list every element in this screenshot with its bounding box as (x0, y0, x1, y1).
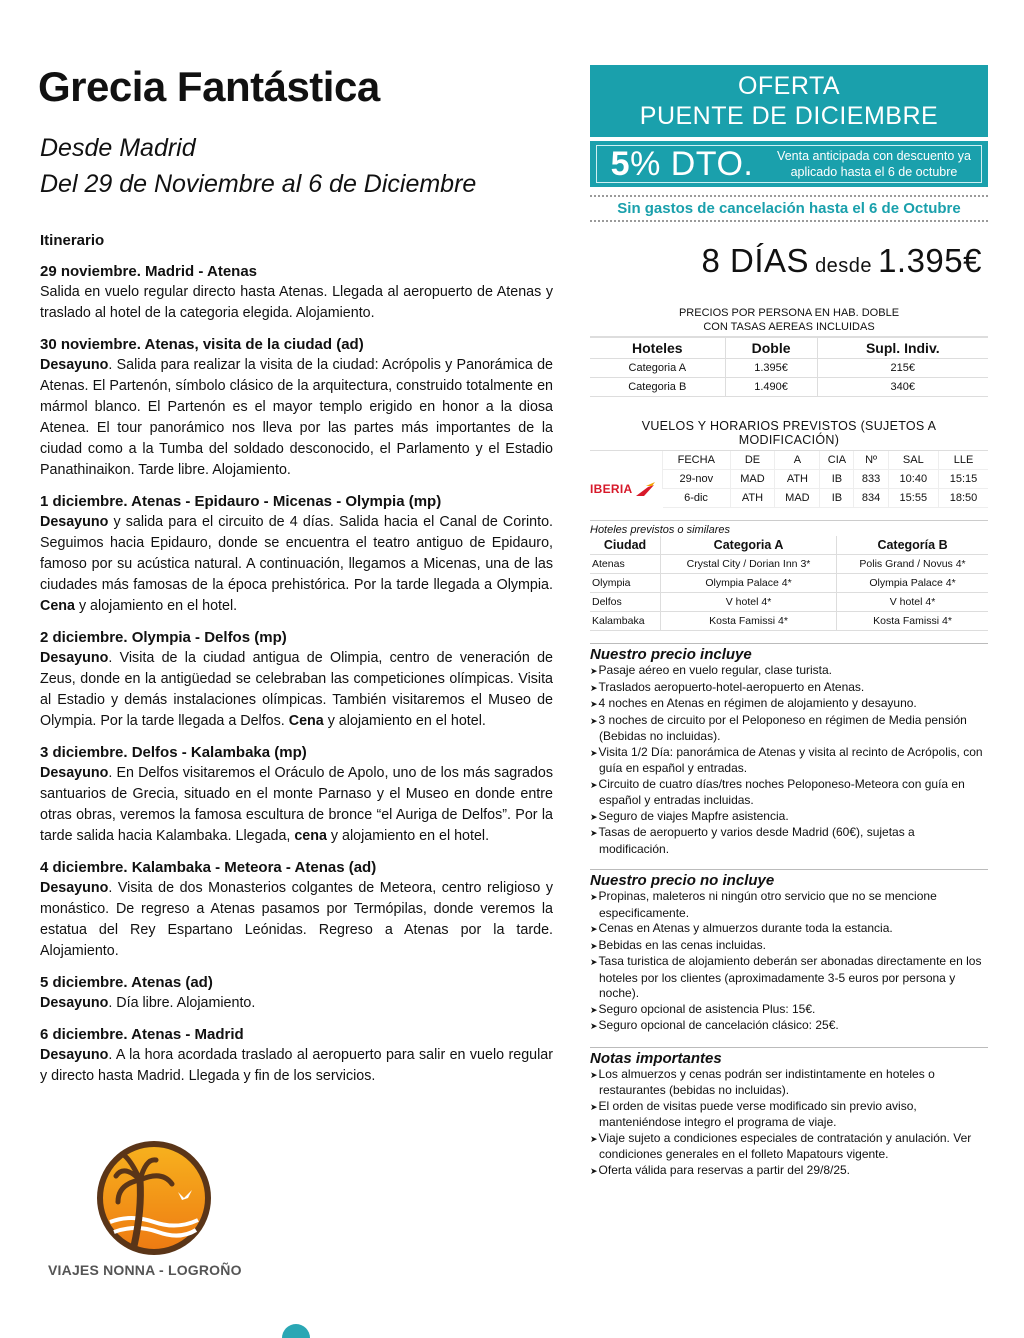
travel-dates: Del 29 de Noviembre al 6 de Diciembre (40, 170, 477, 198)
list-item (590, 1099, 988, 1131)
table-cell: Delfos (590, 593, 661, 612)
list-item-text: Seguro opcional de cancelación clásico: 25€. (598, 1018, 839, 1032)
day-description (40, 648, 553, 732)
day-description (40, 355, 553, 481)
day-text: . Visita de la ciudad antigua de Olimpia, centro de veneración de Zeus, donde en la antigüedad se celebraban las competiciones olímpicas. Visita al Estadio y demás instalaciones olímpicas. También visitaremos el Museo de Olympia. Por la tarde llegada a Delfos. (40, 650, 553, 729)
list-item (590, 713, 988, 745)
table-cell: MAD (730, 470, 775, 489)
day-text: y alojamiento en el hotel. (74, 598, 238, 614)
hotel-row (590, 593, 988, 612)
table-cell: Kalambaka (590, 612, 661, 631)
day-text: . En Delfos visitaremos el Oráculo de Apolo, uno de los más sagrados santuarios de Grecia, situado en el monte Parnaso y el Museo en donde entre otras obras, veremos la famosa escultura de bronce “el Auriga de Delfos”. Por la tarde salida hacia Kalambaka. Llegada, (40, 765, 553, 844)
price-amount: 1.395€ (878, 242, 982, 279)
hotel-row (590, 555, 988, 574)
meal-highlight: Desayuno (40, 995, 109, 1011)
table-cell: 1.395€ (725, 359, 817, 378)
arrow-bullet-icon: ➤ (590, 1101, 598, 1112)
list-item-text: Visita 1/2 Día: panorámica de Atenas y visita al recinto de Acrópolis, con guía en español y entradas. (598, 744, 983, 775)
offer-banner (590, 65, 988, 137)
list-item-text: Cenas en Atenas y almuerzos durante toda la estancia. (598, 921, 893, 935)
discount-note: Venta anticipada con descuento ya aplicado hasta el 6 de octubre (777, 149, 971, 179)
arrow-bullet-icon: ➤ (590, 1021, 598, 1031)
table-cell: Categoria A (590, 359, 725, 378)
meal-highlight: Cena (288, 713, 324, 729)
table-cell: 10:40 (888, 470, 938, 489)
notes-section (590, 1047, 988, 1180)
meal-highlight: cena (294, 828, 327, 844)
excludes-list (590, 889, 988, 1035)
column-header: Doble (725, 338, 817, 359)
offer-line2: PUENTE DE DICIEMBRE (639, 102, 939, 130)
list-item-text: Tasa turistica de alojamiento deberán ser abonadas directamente en los hoteles por los clientes (aproximadamente 3-5 euros por persona y noche). (598, 954, 982, 1000)
itinerary-days (38, 261, 553, 1087)
day-description (40, 763, 553, 847)
list-item (590, 777, 988, 809)
itinerary-day (40, 972, 553, 1014)
table-cell: ATH (775, 470, 820, 489)
flights-header-row (590, 451, 988, 470)
hotels-heading: Hoteles previstos o similares (590, 520, 988, 536)
table-cell: 833 (854, 470, 888, 489)
list-item-text: Seguro opcional de asistencia Plus: 15€. (598, 1001, 816, 1016)
column-header: Categoria A (661, 536, 837, 555)
table-cell: V hotel 4* (661, 593, 837, 612)
agency-name: VIAJES NONNA - LOGROÑO (48, 1262, 242, 1278)
list-item (590, 663, 988, 680)
day-text: . Día libre. Alojamiento. (108, 995, 256, 1011)
table-cell: ATH (730, 489, 775, 508)
arrow-bullet-icon: ➤ (590, 811, 598, 822)
list-item-text: Oferta válida para reservas a partir del 29/8/25. (598, 1162, 851, 1177)
airline-name: IBERIA (590, 481, 633, 496)
list-item (590, 1163, 988, 1180)
list-item-text: Tasas de aeropuerto y varios desde Madrid (60€), sujetas a modificación. (598, 825, 915, 856)
itinerary-day (40, 334, 553, 481)
table-cell: Olympia Palace 4* (837, 574, 988, 593)
agency-logo-icon (96, 1140, 212, 1256)
flight-row (590, 470, 988, 489)
notes-title: Notas importantes (590, 1049, 722, 1067)
day-description (40, 1045, 553, 1087)
table-cell: IB (820, 489, 854, 508)
discount-banner (590, 141, 988, 187)
arrow-bullet-icon: ➤ (590, 747, 598, 758)
table-cell: 834 (854, 489, 888, 508)
table-cell: 215€ (817, 359, 988, 378)
table-cell: 15:55 (888, 489, 938, 508)
day-title: 29 noviembre. Madrid - Atenas (40, 263, 258, 280)
list-item-text: Seguro de viajes Mapfre asistencia. (598, 808, 789, 823)
table-cell: Polis Grand / Novus 4* (837, 555, 988, 574)
table-cell: 6-dic (663, 489, 731, 508)
day-title: 6 diciembre. Atenas - Madrid (40, 1026, 244, 1043)
day-text: y alojamiento en el hotel. (323, 713, 486, 729)
arrow-bullet-icon: ➤ (590, 1165, 598, 1176)
list-item (590, 1067, 988, 1099)
itinerary-day (40, 1024, 553, 1087)
arrow-bullet-icon: ➤ (590, 940, 598, 951)
cancellation-note: Sin gastos de cancelación hasta el 6 de Octubre (617, 200, 961, 217)
list-item (590, 809, 988, 826)
includes-title: Nuestro precio incluye (590, 646, 752, 663)
table-cell: 29-nov (663, 470, 731, 489)
table-cell: Kosta Famissi 4* (837, 612, 988, 631)
duration: 8 DÍAS (701, 242, 810, 279)
table-cell: Atenas (590, 555, 661, 574)
departure-city: Desde Madrid (40, 134, 196, 162)
day-title: 3 diciembre. Delfos - Kalambaka (mp) (40, 744, 307, 761)
column-header: A (775, 451, 820, 470)
meal-highlight: Desayuno (40, 650, 109, 666)
arrow-bullet-icon: ➤ (590, 699, 598, 709)
list-item-text: Pasaje aéreo en vuelo regular, clase turista. (598, 663, 833, 677)
table-cell: 18:50 (938, 489, 988, 508)
includes-list (590, 663, 988, 857)
list-item (590, 825, 988, 857)
meal-highlight: Desayuno (40, 765, 109, 781)
table-cell: V hotel 4* (837, 593, 988, 612)
table-cell: Crystal City / Dorian Inn 3* (661, 555, 837, 574)
itinerary-day (40, 261, 553, 324)
flights-table (590, 451, 988, 508)
table-cell: Kosta Famissi 4* (661, 612, 837, 631)
list-item-text: El orden de visitas puede verse modificado sin previo aviso, manteniéndose integro el programa de viaje. (598, 1098, 917, 1129)
arrow-bullet-icon: ➤ (590, 682, 598, 693)
page-title: Grecia Fantástica (38, 63, 380, 110)
meal-highlight: Desayuno (40, 514, 109, 530)
price-table-caption: PRECIOS POR PERSONA EN HAB. DOBLE CON TASAS AEREAS INCLUIDAS (590, 302, 988, 337)
table-cell: 15:15 (938, 470, 988, 489)
discount-value: 5% DTO. (610, 144, 754, 183)
day-title: 30 noviembre. Atenas, visita de la ciudad (ad) (40, 336, 364, 353)
list-item (590, 696, 988, 713)
list-item (590, 745, 988, 777)
table-cell: Olympia (590, 574, 661, 593)
column-header: Ciudad (590, 536, 661, 555)
list-item-text: 4 noches en Atenas en régimen de alojamiento y desayuno. (598, 696, 917, 710)
hotel-row (590, 574, 988, 593)
table-cell: MAD (775, 489, 820, 508)
day-text: y salida para el circuito de 4 días. Salida hacia el Canal de Corinto. Seguimos hacia Epidauro, donde se encuentra el teatro antiguo de Epidauro, famoso por su acústica natural. A continuación, llegamos a Micenas, una de las ciudades más famosas de la época prehistórica. Por la tarde llegada a Olympia. (40, 514, 553, 593)
itinerary-label: Itinerario (40, 232, 105, 249)
arrow-bullet-icon: ➤ (590, 715, 598, 726)
list-item-text: Bebidas en las cenas incluidas. (598, 937, 766, 952)
from-label: desde (815, 255, 873, 277)
list-item (590, 889, 988, 921)
flights-heading: VUELOS Y HORARIOS PREVISTOS (SUJETOS A MODIFICACIÓN) (590, 419, 988, 451)
arrow-bullet-icon: ➤ (590, 779, 598, 790)
arrow-bullet-icon: ➤ (590, 1069, 598, 1080)
meal-highlight: Cena (40, 598, 75, 614)
excludes-section (590, 869, 988, 1035)
day-text: . A la hora acordada traslado al aeropuerto para salir en vuelo regular y directo hasta Madrid. Llegada y fin de los servicios. (40, 1047, 553, 1084)
table-cell: Categoria B (590, 378, 725, 397)
subtitle (40, 130, 553, 202)
day-description (40, 282, 553, 324)
meal-highlight: Desayuno (40, 1047, 109, 1063)
excludes-title: Nuestro precio no incluye (590, 872, 775, 889)
column-header: Hoteles (590, 338, 725, 359)
column-header: FECHA (663, 451, 731, 470)
day-text: . Visita de dos Monasterios colgantes de Meteora, centro religioso y monástico. De regreso a Atenas pasamos por Termópilas, donde veremos la estatua del Rey Espartano Leónidas. Regreso a Atenas por la tarde. Alojamiento. (40, 880, 553, 959)
day-title: 2 diciembre. Olympia - Delfos (mp) (40, 629, 287, 646)
list-item (590, 1018, 988, 1035)
itinerary-day (40, 627, 553, 732)
list-item-text: Traslados aeropuerto-hotel-aeropuerto en Atenas. (598, 679, 865, 694)
arrow-bullet-icon: ➤ (590, 924, 598, 934)
column-header: DE (730, 451, 775, 470)
arrow-bullet-icon: ➤ (590, 828, 598, 838)
list-item (590, 938, 988, 955)
offer-line1: OFERTA (737, 72, 841, 100)
list-item-text: Viaje sujeto a condiciones especiales de contratación y anulación. Ver condiciones generales en el folleto Mapatours vigente. (598, 1130, 972, 1161)
table-cell: IB (820, 470, 854, 489)
column-header: Supl. Indiv. (817, 338, 988, 359)
column-header: Categoría B (837, 536, 988, 555)
column-header: Nº (854, 451, 888, 470)
day-description (40, 993, 553, 1014)
decorative-dot (282, 1324, 310, 1338)
arrow-bullet-icon: ➤ (590, 1004, 598, 1015)
day-title: 4 diciembre. Kalambaka - Meteora - Atenas (ad) (40, 859, 377, 876)
meal-highlight: Desayuno (40, 880, 109, 896)
table-cell: 1.490€ (725, 378, 817, 397)
column-header: CIA (820, 451, 854, 470)
hotel-row (590, 612, 988, 631)
day-title: 1 diciembre. Atenas - Epidauro - Micenas - Olympia (mp) (40, 493, 442, 510)
list-item-text: 3 noches de circuito por el Peloponeso en régimen de Media pensión (Bebidas no incluidas). (598, 712, 967, 743)
list-item (590, 954, 988, 1002)
table-cell: 340€ (817, 378, 988, 397)
arrow-bullet-icon: ➤ (590, 892, 598, 902)
list-item-text: Propinas, maleteros ni ningún otro servicio que no se mencione especificamente. (598, 889, 937, 920)
meal-highlight: Desayuno (40, 357, 109, 373)
day-title: 5 diciembre. Atenas (ad) (40, 974, 213, 991)
list-item (590, 921, 988, 938)
day-text: y alojamiento en el hotel. (326, 828, 490, 844)
right-column (590, 65, 988, 1179)
list-item (590, 680, 988, 697)
day-text: Salida en vuelo regular directo hasta Atenas. Llegada al aeropuerto de Atenas y traslado al hotel de la categoria elegida. Alojamiento. (40, 284, 553, 321)
list-item-text: Los almuerzos y cenas podrán ser indistintamente en hoteles o restaurantes (bebidas no incluidas). (598, 1066, 935, 1097)
arrow-bullet-icon: ➤ (590, 957, 598, 967)
column-header: SAL (888, 451, 938, 470)
day-description (40, 878, 553, 962)
list-item (590, 1131, 988, 1163)
table-row (590, 359, 988, 378)
column-header: LLE (938, 451, 988, 470)
price-table (590, 302, 988, 397)
itinerary-day (40, 857, 553, 962)
iberia-logo (590, 481, 662, 497)
itinerary-day (40, 742, 553, 847)
left-column (38, 62, 553, 1097)
arrow-bullet-icon: ➤ (590, 1133, 598, 1144)
itinerary-day (40, 491, 553, 617)
list-item (590, 1002, 988, 1019)
price-headline (590, 242, 988, 280)
day-text: . Salida para realizar la visita de la ciudad: Acrópolis y Panorámica de Atenas. El Partenón, símbolo clásico de la arquitectura, construido totalmente en mármol blanco. El Partenón es el mayor templo erigido en honor a la diosa Atenea. El tour panorámico nos lleva por las partes más importantes de la ciudad como a la Tumba del soldado desconocido, el Parlamento y el Estadio Panathinaikon. Tarde libre. Alojamiento. (40, 357, 553, 478)
iberia-wing-icon (634, 481, 656, 497)
table-cell: Olympia Palace 4* (661, 574, 837, 593)
notes-list (590, 1067, 988, 1180)
day-description (40, 512, 553, 617)
table-row (590, 378, 988, 397)
hotels-table (590, 536, 988, 631)
includes-section (590, 643, 988, 857)
arrow-bullet-icon: ➤ (590, 666, 598, 676)
list-item-text: Circuito de cuatro días/tres noches Peloponeso-Meteora con guía en español y entradas incluidas. (598, 776, 965, 807)
